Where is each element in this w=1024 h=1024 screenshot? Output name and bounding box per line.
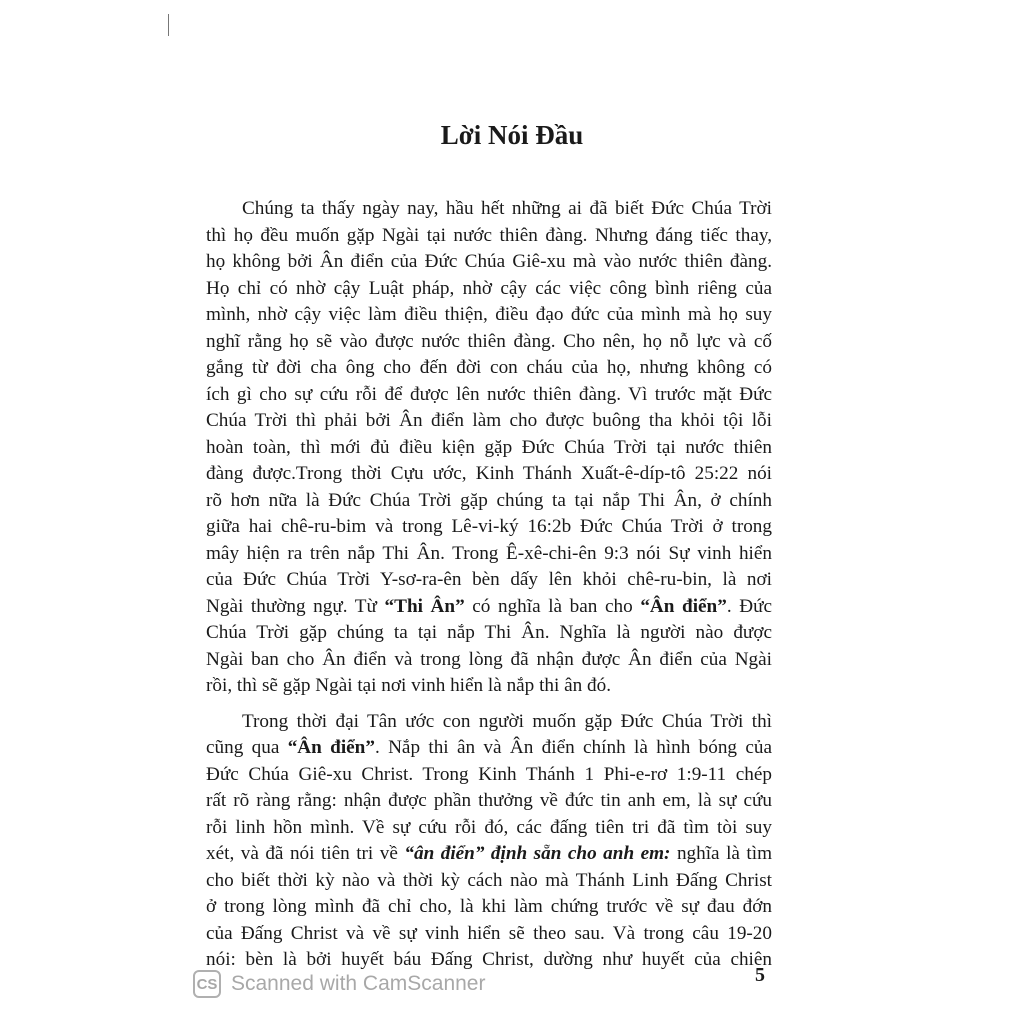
text-line: nghĩ rằng họ sẽ vào được nước thiên đàng. Cho nên, họ nỗ lực và cố [206,330,772,352]
text-line: ích gì cho sự cứu rỗi để được lên nước thiên đàng. Vì trước mặt Đức [206,383,772,405]
text-line: Ngài ban cho Ân điển và trong lòng đã nhận được Ân điển của Ngài [206,648,772,670]
bold-italic-term: “ân điển” định sẵn cho anh em: [404,843,671,864]
text-line: ở trong lòng mình đã chỉ cho, là khi làm chứng trước về sự đau đớn [206,896,772,917]
text-line: rõ hơn nữa là Đức Chúa Trời gặp chúng ta tại nắp Thi Ân, ở chính [206,489,772,511]
text-line: cho biết thời kỳ nào và thời kỳ cách nào mà Thánh Linh Đấng Christ [206,869,772,891]
text-line: thì họ đều muốn gặp Ngài tại nước thiên đàng. Nhưng đáng tiếc thay, [206,224,772,246]
text-line: Đức Chúa Giê-xu Christ. Trong Kinh Thánh 1 Phi-e-rơ 1:9-11 chép [206,763,772,785]
page-title: Lời Nói Đầu [440,120,584,150]
page-number: 5 [755,964,765,986]
bold-term: “Ân điển” [640,595,727,617]
text-run: nghĩa là tìm [670,843,772,864]
text-line: rất rõ ràng rằng: nhận được phần thưởng về đức tin anh em, là sự cứu [206,790,772,811]
text-line [206,594,772,621]
paragraph-1 [206,196,772,700]
text-line: rồi, thì sẽ gặp Ngài tại nơi vinh hiển là nắp thi ân đó. [206,675,612,696]
text-line: Trong thời đại Tân ước con người muốn gặp Đức Chúa Trời thì [242,710,772,732]
text-run: Ngài thường ngự. Từ [206,595,385,617]
bold-term: “Thi Ân” [384,595,465,617]
text-line: giữa hai chê-ru-bim và trong Lê-vi-ký 16:2b Đức Chúa Trời ở trong [206,516,772,537]
text-line: hoàn toàn, thì mới đủ điều kiện gặp Đức Chúa Trời tại nước thiên [206,436,772,458]
watermark-text: Scanned with CamScanner [231,972,486,995]
text-run: cũng qua [206,737,288,758]
camscanner-logo-icon: CS [193,970,221,998]
camscanner-watermark [193,970,485,998]
text-run: . Nắp thi ân và Ân điển chính là hình bóng của [374,737,772,758]
text-line: Chúa Trời thì phải bởi Ân điển làm cho được buông tha khỏi tội lỗi [206,410,772,431]
text-line: đàng được.Trong thời Cựu ước, Kinh Thánh Xuất-ê-díp-tô 25:22 nói [206,463,772,484]
text-line: Chúng ta thấy ngày nay, hầu hết những ai đã biết Đức Chúa Trời [242,198,772,219]
scan-corner-mark [168,14,169,36]
text-line: của Đấng Christ và về sự vinh hiển sẽ theo sau. Và trong câu 19-20 [206,922,772,944]
text-line: nói: bèn là bởi huyết báu Đấng Christ, dường như huyết của chiên [206,949,772,970]
text-run: xét, và đã nói tiên tri về [206,843,405,864]
text-line: họ không bởi Ân điển của Đức Chúa Giê-xu mà vào nước thiên đàng. [206,251,772,272]
text-run: . Đức [726,595,773,617]
text-line: Họ chỉ có nhờ cậy Luật pháp, nhờ cậy các việc công bình riêng của [206,277,772,299]
body-text [206,196,772,974]
paragraph-2 [206,709,772,974]
text-line: mây hiện ra trên nắp Thi Ân. Trong Ê-xê-chi-ên 9:3 nói Sự vinh hiển [206,542,772,564]
text-run: có nghĩa là ban cho [464,595,641,617]
text-line: Chúa Trời gặp chúng ta tại nắp Thi Ân. Nghĩa là người nào được [206,622,772,643]
text-line [206,841,772,868]
bold-term: “Ân điển” [287,737,375,758]
text-line: của Đức Chúa Trời Y-sơ-ra-ên bèn dấy lên khỏi chê-ru-bin, là nơi [206,569,772,590]
text-line: mình, nhờ cậy việc làm điều thiện, điều đạo đức của mình mà họ suy [206,304,772,325]
text-line [206,735,772,762]
text-line: rỗi linh hồn mình. Về sự cứu rỗi đó, các đấng tiên tri đã tìm tòi suy [206,816,772,838]
text-line: gắng từ đời cha ông cho đến đời con cháu của họ, nhưng không có [206,357,772,378]
